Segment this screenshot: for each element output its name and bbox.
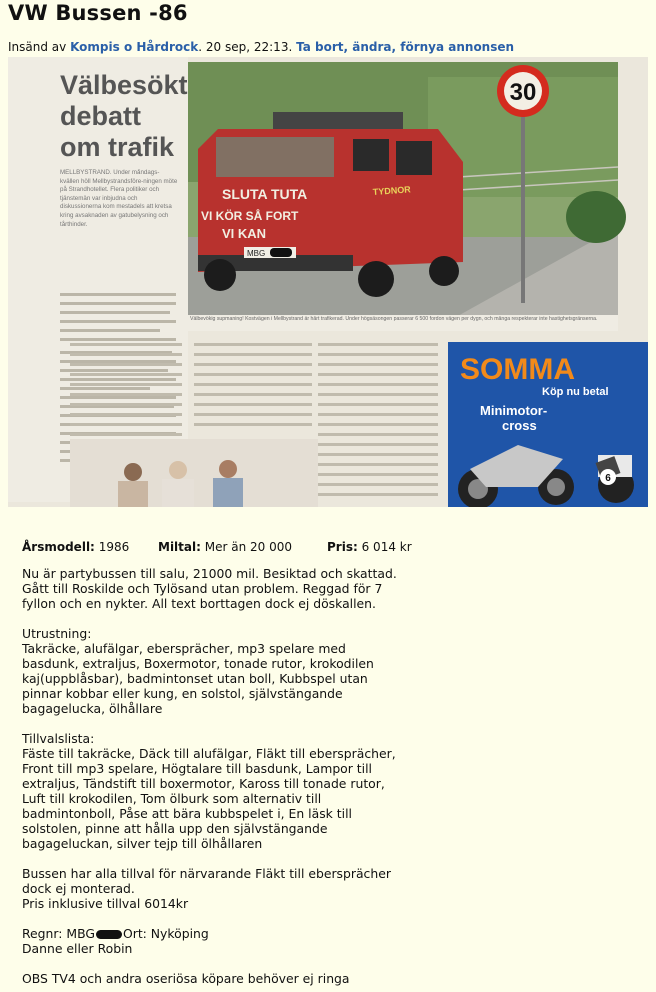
van-side-text: TYDNOR xyxy=(372,184,412,197)
photo-headline-1: Välbesökt xyxy=(60,70,188,100)
photo-caption: Välbevökig supmaning! Kostvägen i Mellbystrand är hårt trafikerad. Under högsäsongen passerar 6 500 fordon vägen per dygn, och många respekterar inte hastighetsgränserna. xyxy=(190,316,598,322)
year-label: Årsmodell: xyxy=(22,540,95,554)
author-link[interactable]: Kompis o Hårdrock xyxy=(70,40,199,54)
description-intro: Nu är partybussen till salu, 21000 mil. Besiktad och skattad. Gått till Roskilde och Tylösand utan problem. Reggad för 7 fyllon och en nykter. All text borttagen dock ej döskallen. xyxy=(22,566,397,611)
photo-headline-3: om trafik xyxy=(60,132,175,162)
mileage-field xyxy=(158,540,327,554)
ad-banner-badge: 6 xyxy=(605,473,611,484)
post-date: 20 sep, 22:13. xyxy=(205,40,293,54)
ad-banner-product-2: cross xyxy=(502,418,537,433)
price-value: 6 014 kr xyxy=(361,540,412,554)
mileage-value: Mer än 20 000 xyxy=(204,540,292,554)
ad-banner-product: Minimotor- xyxy=(480,403,548,418)
newspaper-clipping-image xyxy=(8,57,648,507)
redacted-block xyxy=(96,930,122,939)
year-value: 1986 xyxy=(98,540,130,554)
ad-banner-title: SOMMA xyxy=(460,353,575,386)
year-field xyxy=(22,540,158,554)
speed-sign-number: 30 xyxy=(509,79,537,106)
price-label: Pris: xyxy=(327,540,358,554)
ad-details-row xyxy=(22,540,412,554)
byline-prefix: Insänd av xyxy=(8,40,67,54)
ad-photo[interactable] xyxy=(8,57,648,507)
contact-names: Danne eller Robin xyxy=(22,941,133,956)
ad-banner-sub: Köp nu betal xyxy=(542,386,609,398)
manage-ad-link[interactable]: Ta bort, ändra, förnya annonsen xyxy=(296,40,515,54)
van-text-3: VI KAN xyxy=(222,226,267,241)
ad-description xyxy=(22,566,402,992)
location: Ort: Nyköping xyxy=(122,926,209,941)
van-text-1: SLUTA TUTA xyxy=(222,186,308,202)
description-included: Bussen har alla tillval för närvarande Fläkt till ebersprächer dock ej monterad. Pris inklusive tillval 6014kr xyxy=(22,866,391,911)
price-field xyxy=(327,540,412,554)
license-plate: MBG xyxy=(247,249,266,258)
description-accessories: Tillvalslista: Fäste till takräcke, Däck till alufälgar, Fläkt till ebersprächer, Front till mp3 spelare, Högtalare till basdunk, Lampor till extraljus, Tändstift till boxermotor, Kaross till tonade rutor, Luft till krokodilen, Tom ölburk som alternativ till badmintonboll, Påse att bära kubbspelet i, En läsk till solstolen, pinne att hålla upp den självstängande bagageluckan, silver tejp till ölhållaren xyxy=(22,731,396,851)
ad-title: VW Bussen -86 xyxy=(8,1,188,25)
mileage-label: Miltal: xyxy=(158,540,201,554)
byline: Insänd av Kompis o Hårdrock. 20 sep, 22:13. Ta bort, ändra, förnya annonsen xyxy=(8,40,515,54)
photo-headline-2: debatt xyxy=(60,101,141,131)
registration-number: Regnr: MBG xyxy=(22,926,95,941)
notice: OBS TV4 och andra oseriösa köpare behöver ej ringa xyxy=(22,971,350,986)
photo-article-lead: MELLBYSTRAND. Under måndags-kvällen höll Mellbystrandsföre-ningen möte på Strandhotellet. Flera politiker och tjänstemän var inbjudna och diskussionerna kom mestadels att kretsa kring avsaknaden av gatubelysning och tårthinder. xyxy=(60,169,178,228)
van-text-2: VI KÖR SÅ FORT xyxy=(201,209,299,223)
description-equipment: Utrustning: Takräcke, alufälgar, ebersprächer, mp3 spelare med basdunk, extraljus, Boxermotor, tonade rutor, krokodilen kaj(uppblåsbar), badmintonset utan boll, Kubbspel utan pinnar kobbar eller kung, en solstol, självstängande bagagelucka, ölhållare xyxy=(22,626,374,716)
contact-block xyxy=(22,926,402,941)
